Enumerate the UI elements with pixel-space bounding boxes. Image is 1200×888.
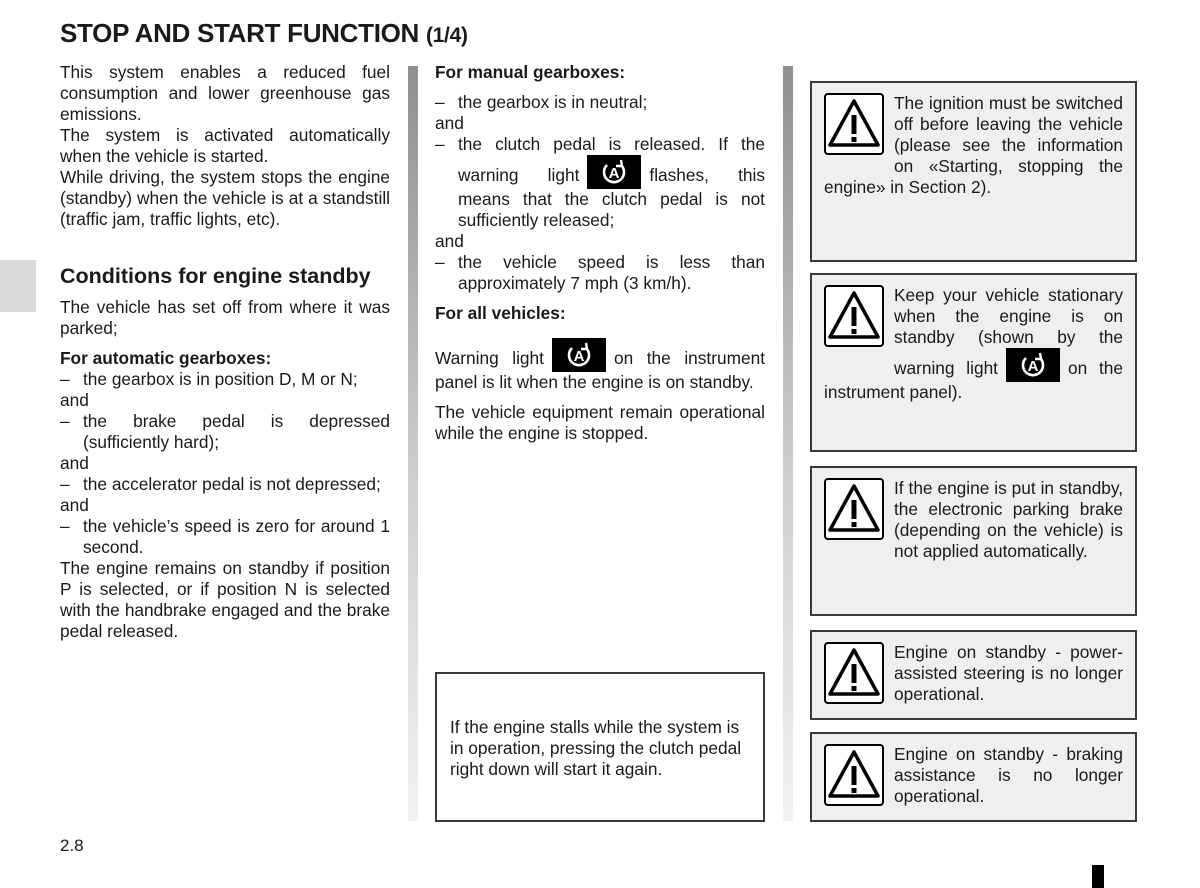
closing-paragraph: The engine remains on standby if position P is selected, or if position N is selected with the handbrake engaged and the brake pedal released. — [60, 558, 390, 641]
list-item: – the vehicle speed is less than approximately 7 mph (3 km/h). — [435, 252, 765, 293]
list-item: – the clutch pedal is released. If the warning light A flashes, this means that the clutch pedal is not sufficiently released; — [435, 134, 765, 230]
page-title: STOP AND START FUNCTION (1/4) — [60, 18, 468, 48]
list-item: – the brake pedal is depressed (sufficiently hard); — [60, 411, 390, 452]
auto-stop-start-icon — [552, 338, 606, 372]
warning-box — [810, 732, 1137, 822]
warning-triangle-icon — [824, 478, 884, 540]
and-text: and — [435, 113, 464, 133]
list-item: – the vehicle’s speed is zero for around 1 second. — [60, 516, 390, 557]
page-corner-mark — [1092, 865, 1104, 888]
stall-note-text: If the engine stalls while the system is in operation, pressing the clutch pedal right down will start it again. — [450, 717, 742, 779]
list-item: – the accelerator pedal is not depressed; — [60, 474, 381, 494]
warning-box — [810, 630, 1137, 720]
section-heading: Conditions for engine standby — [60, 264, 371, 288]
warning-triangle-icon — [824, 285, 884, 347]
and-text: and — [60, 453, 89, 473]
auto-gearbox-heading: For automatic gearboxes: — [60, 348, 272, 368]
manual-gearbox-heading: For manual gearboxes: — [435, 62, 626, 82]
column-middle — [435, 62, 765, 444]
warning-triangle-icon — [824, 744, 884, 806]
auto-stop-start-icon — [587, 155, 641, 189]
and-text: and — [60, 390, 89, 410]
column-left — [60, 62, 390, 642]
warning-text: If the engine is put in standby, the electronic parking brake (depending on the vehicle) is not applied automatically. — [894, 478, 1123, 561]
column-divider — [408, 66, 418, 821]
warning-text: Keep your vehicle stationary when the engine is on standby (shown by the warning light A on the instrument panel). — [824, 285, 1123, 402]
warning-box — [810, 466, 1137, 616]
warning-triangle-icon — [824, 93, 884, 155]
all-vehicles-heading: For all vehicles: — [435, 303, 566, 323]
stall-note-box — [435, 672, 765, 822]
equipment-text: The vehicle equipment remain operational while the engine is stopped. — [435, 402, 765, 443]
intro-paragraph: The system is activated automatically when the vehicle is started. — [60, 125, 390, 166]
warning-triangle-icon — [824, 642, 884, 704]
list-item: – the gearbox is in position D, M or N; — [60, 369, 358, 389]
and-text: and — [435, 231, 464, 251]
page-number: 2.8 — [60, 836, 84, 855]
and-text: and — [60, 495, 89, 515]
warning-text: The ignition must be switched off before leaving the vehicle (please see the information on «Starting, stopping the engine» in Section 2). — [824, 93, 1123, 197]
list-item: – the gearbox is in neutral; — [435, 92, 648, 112]
condition-text: The vehicle has set off from where it was parked; — [60, 297, 390, 338]
warning-text: Engine on standby - power-assisted steering is no longer operational. — [894, 642, 1123, 704]
section-tab-marker — [0, 260, 36, 312]
warning-box — [810, 81, 1137, 262]
svg-text:A: A — [1027, 358, 1039, 375]
svg-text:A: A — [608, 165, 620, 182]
page-part: (1/4) — [425, 24, 468, 47]
warning-light-text: Warning light A on the instrument panel is lit when the engine is on standby. — [435, 338, 765, 393]
warning-text: Engine on standby - braking assistance is no longer operational. — [894, 744, 1123, 806]
auto-stop-start-icon — [1006, 348, 1060, 382]
warning-box — [810, 273, 1137, 452]
intro-paragraph: This system enables a reduced fuel consumption and lower greenhouse gas emissions. — [60, 62, 390, 124]
svg-text:A: A — [573, 348, 585, 365]
intro-paragraph: While driving, the system stops the engine (standby) when the vehicle is at a standstill (traffic jam, traffic lights, etc). — [60, 167, 390, 229]
column-divider — [783, 66, 793, 821]
